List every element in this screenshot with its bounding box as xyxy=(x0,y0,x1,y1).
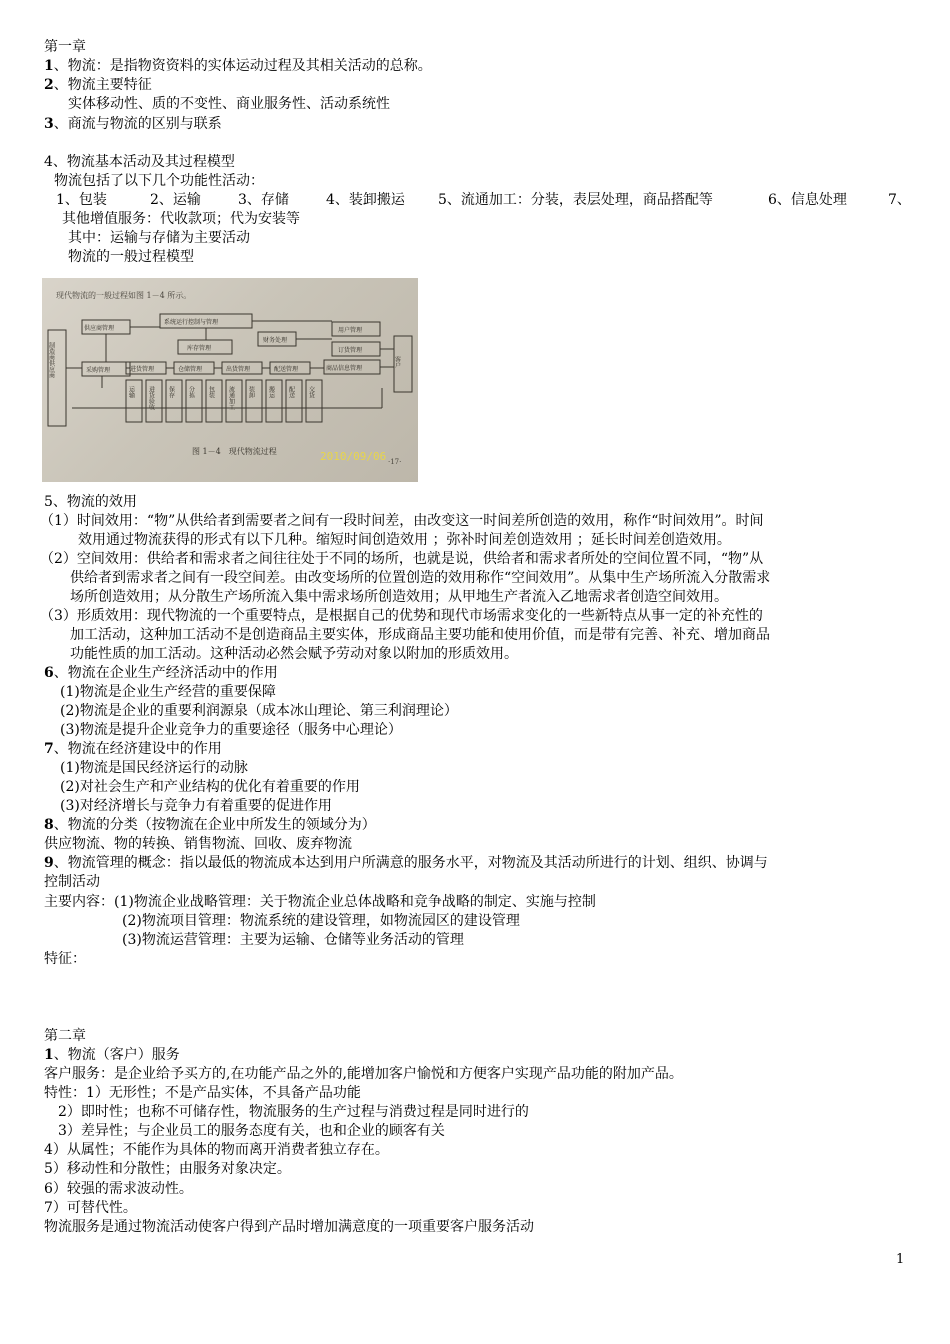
section-6-point-1: (1)物流是企业生产经营的重要保障 xyxy=(60,684,276,700)
feature-7: 7）可替代性。 xyxy=(44,1200,137,1216)
function-processing: 5、流通加工：分装，表层处理，商品搭配等 xyxy=(438,192,713,208)
item-4-main: 其中：运输与存储为主要活动 xyxy=(68,230,250,246)
label-manufacturer: 制造商供应商 xyxy=(47,342,55,378)
label-supplier-mgmt: 供应商管理 xyxy=(84,325,115,332)
item-text: 、物流的分类（按物流在企业中所发生的领域分为） xyxy=(53,817,376,833)
sub-label: 配送 xyxy=(287,386,295,398)
item-number: 9 xyxy=(44,855,54,871)
space-utility-cont: 供给者到需求者之间有一段空间差。由改变场所的位置创造的效用称作“空间效用”。从集中生产场所流入分散需求 xyxy=(70,570,771,586)
section-7-point-1: (1)物流是国民经济运行的动脉 xyxy=(60,760,248,776)
item-number: 6 xyxy=(44,665,54,681)
item-text: 、商流与物流的区别与联系 xyxy=(53,116,222,132)
sub-label: 交货 xyxy=(307,386,315,398)
item-number: 3 xyxy=(44,116,54,132)
item-4-intro: 物流包括了以下几个功能性活动： xyxy=(54,173,264,189)
section-9-content-3: (3)物流运营管理：主要为运输、仓储等业务活动的管理 xyxy=(122,932,464,948)
function-packaging: 1、包装 xyxy=(56,192,107,208)
section-7-title xyxy=(44,740,222,759)
function-value-added: 其他增值服务：代收款项；代为安装等 xyxy=(62,211,300,227)
section-9-cont: 控制活动 xyxy=(44,874,100,890)
logistics-process-photo xyxy=(42,278,418,482)
feature-6: 6）较强的需求波动性。 xyxy=(44,1181,193,1197)
function-storage: 3、存储 xyxy=(238,192,289,208)
item-number: 2 xyxy=(44,77,54,93)
label-order-mgmt: 订货管理 xyxy=(338,347,363,354)
section-9-content-2: (2)物流项目管理：物流系统的建设管理，如物流园区的建设管理 xyxy=(122,913,520,929)
section-7-point-2: (2)对社会生产和产业结构的优化有着重要的作用 xyxy=(60,779,360,795)
label-distribution: 配送管理 xyxy=(274,366,299,373)
section-5-title: 5、物流的效用 xyxy=(44,494,137,510)
service-summary: 物流服务是通过物流活动使客户得到产品时增加满意度的一项重要客户服务活动 xyxy=(44,1219,534,1235)
section-9-title xyxy=(44,854,768,873)
item-text: 、物流主要特征 xyxy=(53,77,152,93)
function-information: 6、信息处理 xyxy=(768,192,847,208)
sub-label: 搬运 xyxy=(267,386,275,398)
process-diagram xyxy=(42,278,418,482)
sub-label: 进货验收 xyxy=(147,386,155,410)
form-utility-cont: 加工活动，这种加工活动不是创造商品主要实体，形成商品主要功能和使用价值，而是带有完善、补充、增加商品 xyxy=(70,627,770,643)
item-text: 、物流在企业生产经济活动中的作用 xyxy=(53,665,278,681)
customer-service-def: 客户服务：是企业给予买方的,在功能产品之外的,能增加客户愉悦和方便客户实现产品功能的附加产品。 xyxy=(44,1066,683,1082)
label-inventory-mgmt: 库存管理 xyxy=(187,345,212,352)
chapter-2-item-1 xyxy=(44,1046,180,1065)
item-text: 、物流（客户）服务 xyxy=(53,1047,180,1063)
item-1 xyxy=(44,57,432,76)
feature-3: 3）差异性；与企业员工的服务态度有关，也和企业的顾客有关 xyxy=(58,1123,445,1139)
figure-top-caption: 现代物流的一般过程如图 1－4 所示。 xyxy=(56,291,192,300)
feature-2: 2）即时性；也称不可储存性，物流服务的生产过程与消费过程是同时进行的 xyxy=(58,1104,529,1120)
sub-label: 包装 xyxy=(207,386,215,398)
item-number: 1 xyxy=(44,58,54,74)
space-utility-cont2: 场所创造效用；从分散生产场所流入集中需求场所创造效用；从甲地生产者流入乙地需求者创造空间效用。 xyxy=(70,589,728,605)
label-warehouse: 仓储管理 xyxy=(178,366,203,373)
item-text: 、物流：是指物资资料的实体运动过程及其相关活动的总称。 xyxy=(53,58,432,74)
item-number: 8 xyxy=(44,817,54,833)
section-6-point-3: (3)物流是提升企业竞争力的重要途径（服务中心理论） xyxy=(60,722,402,738)
function-seven: 7、 xyxy=(888,192,911,208)
label-finance: 财务处理 xyxy=(263,337,288,344)
space-utility: （2）空间效用：供给者和需求者之间往往处于不同的场所，也就是说，供给者和需求者所处的空间位置不同，“物”从 xyxy=(40,551,764,567)
sub-label: 流通加工 xyxy=(227,386,235,410)
page-number: 1 xyxy=(896,1252,905,1267)
item-2-detail: 实体移动性、质的不变性、商业服务性、活动系统性 xyxy=(68,96,390,112)
item-number: 7 xyxy=(44,741,54,757)
item-text: 、物流管理的概念：指以最低的物流成本达到用户所满意的服务水平，对物流及其活动所进行的计划、组织、协调与 xyxy=(53,855,768,871)
date-stamp: 2010/09/06 xyxy=(320,450,387,463)
function-transport: 2、运输 xyxy=(150,192,201,208)
label-outbound: 出货管理 xyxy=(226,366,251,373)
sub-label: 保存 xyxy=(167,386,175,398)
item-2 xyxy=(44,76,152,95)
section-9-features: 特征： xyxy=(44,951,86,967)
feature-5: 5）移动性和分散性；由服务对象决定。 xyxy=(44,1161,291,1177)
item-number: 1 xyxy=(44,1047,54,1063)
feature-1: 特性：1）无形性；不是产品实体，不具备产品功能 xyxy=(44,1085,361,1101)
form-utility: （3）形质效用：现代物流的一个重要特点，是根据自己的优势和现代市场需求变化的一些新特点从事一定的补充性的 xyxy=(40,608,763,624)
item-3 xyxy=(44,115,222,134)
sub-label: 分拣 xyxy=(187,386,195,398)
label-inbound: 进货管理 xyxy=(130,366,155,373)
section-9-content-1: 主要内容：(1)物流企业战略管理：关于物流企业总体战略和竞争战略的制定、实施与控制 xyxy=(44,894,596,910)
feature-4: 4）从属性；不能作为具体的物而离开消费者独立存在。 xyxy=(44,1142,389,1158)
label-user-mgmt: 用户管理 xyxy=(338,327,363,334)
section-6-title xyxy=(44,664,278,683)
section-8-list: 供应物流、物的转换、销售物流、回收、废弃物流 xyxy=(44,836,352,852)
chapter-1-title: 第一章 xyxy=(44,39,86,55)
section-6-point-2: (2)物流是企业的重要利润源泉（成本冰山理论、第三利润理论） xyxy=(60,703,458,719)
figure-intro: 物流的一般过程模型 xyxy=(68,249,194,265)
label-purchase-mgmt: 采购管理 xyxy=(86,367,111,374)
section-8-title xyxy=(44,816,376,835)
item-text: 、物流在经济建设中的作用 xyxy=(53,741,222,757)
figure-caption: 图 1－4 现代物流过程 xyxy=(192,447,277,456)
chapter-2-title: 第二章 xyxy=(44,1028,86,1044)
figure-page-ref: ·17· xyxy=(388,458,402,466)
section-7-point-3: (3)对经济增长与竞争力有着重要的促进作用 xyxy=(60,798,332,814)
sub-label: 运输 xyxy=(127,386,135,398)
function-handling: 4、装卸搬运 xyxy=(326,192,405,208)
form-utility-cont2: 功能性质的加工活动。这种活动必然会赋予劳动对象以附加的形质效用。 xyxy=(70,646,518,662)
time-utility: （1）时间效用：“物”从供给者到需要者之间有一段时间差，由改变这一时间差所创造的效用，称作“时间效用”。时间 xyxy=(40,513,764,529)
time-utility-cont: 效用通过物流获得的形式有以下几种。缩短时间创造效用 ；弥补时间差创造效用 ；延长时间差创造效用。 xyxy=(78,532,731,548)
label-system-control: 系统运行控制与管理 xyxy=(164,319,219,326)
label-customer: 客户 xyxy=(393,356,401,368)
label-product-info: 商品信息管理 xyxy=(326,365,363,372)
sub-label: 装卸 xyxy=(247,386,255,398)
item-4: 4、物流基本活动及其过程模型 xyxy=(44,154,235,170)
